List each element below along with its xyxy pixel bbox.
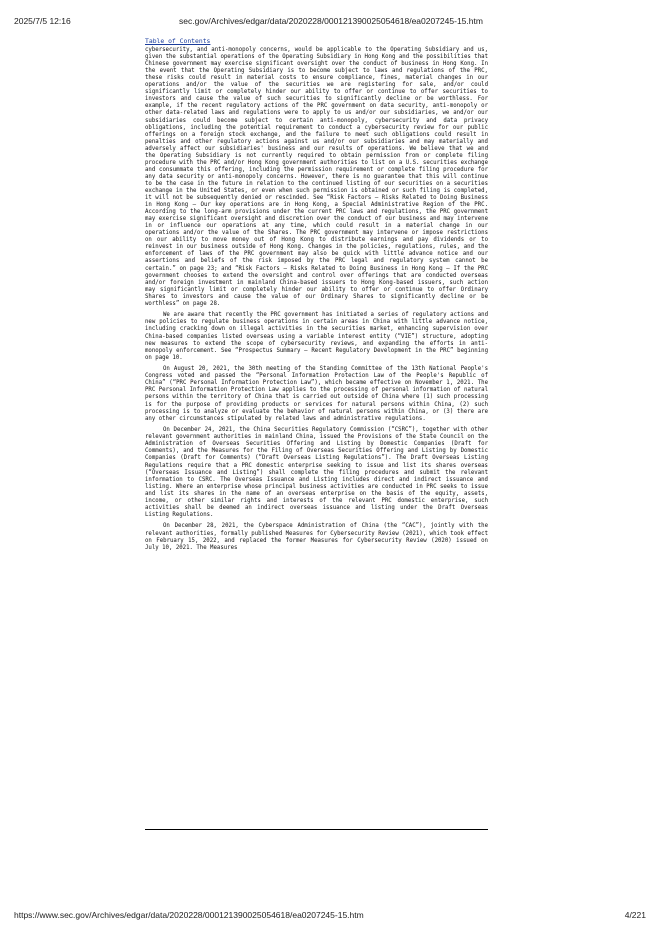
paragraph-personal-information-law: On August 20, 2021, the 30th meeting of the Standing Committee of the 13th National People's Congress voted and passed the “Personal Information Protection Law of the People's Republic of China” (“PRC Personal Information Protection Law”), which became effective on November 1, 2021. The PRC Personal Information Protection Law applies to the processing of personal information of natural persons within the territory of China that is carried out outside of China where (1) such processing is for the purpose of providing products or services for natural persons within China, (2) such processing is to analyze or evaluate the behavior of natural persons within China, or (3) there are any other circumstances stipulated by related laws and administrative regulations. (145, 366, 488, 422)
paragraph-cac-cybersecurity-review: On December 28, 2021, the Cyberspace Administration of China (the “CAC”), jointly with the relevant authorities, formally published Measures for Cybersecurity Review (2021), which took effect on February 15, 2022, and replaced the former Measures for Cybersecurity Review (2020) issued on July 10, 2021. The Measures (145, 523, 488, 551)
paragraph-csrc-draft-regulations: On December 24, 2021, the China Securities Regulatory Commission (“CSRC”), together with other relevant government authorities in mainland China, issued the Provisions of the State Council on the Administration of Overseas Securities Offering and Listing by Domestic Companies (Draft for Comments), and the Measures for the Filing of Overseas Securities Offering and Listing by Domestic Companies (Draft for Comments) (“Draft Overseas Listing Regulations”). The Draft Overseas Listing Regulations require that a PRC domestic enterprise seeking to issue and list its shares overseas (“Overseas Issuance and Listing”) shall complete the filing procedures and submit the relevant information to CSRC. The Overseas Issuance and Listing includes direct and indirect issuance and listing. Where an enterprise whose principal business activities are conducted in PRC seeks to issue and list its shares in the name of an overseas enterprise on the basis of the equity, assets, income, or other similar rights and interests of the relevant PRC domestic enterprise, such activities shall be deemed an indirect overseas issuance and listing under the Draft Overseas Listing Regulations. (145, 427, 488, 518)
print-header (0, 16, 662, 28)
print-url: sec.gov/Archives/edgar/data/2020228/000121390025054618/ea0207245-15.htm (179, 16, 483, 26)
table-of-contents-link[interactable]: Table of Contents (145, 37, 211, 45)
footer-url: https://www.sec.gov/Archives/edgar/data/2020228/000121390025054618/ea0207245-15.htm (14, 910, 364, 920)
paragraph-continued: cybersecurity, and anti-monopoly concerns, would be applicable to the Operating Subsidiary and us, given the substantial operations of the Operating Subsidiary in Hong Kong and the possibilities that Chinese government may exercise significant oversight over the conduct of business in Hong Kong. In the event that the Operating Subsidiary is to become subject to laws and regulations of the PRC, these risks could result in material costs to ensure compliance, fines, material changes in our operations and/or the value of the securities we are registering for sale, and/or could significantly limit or completely hinder our ability to offer or continue to offer securities to investors and cause the value of such securities to significantly decline or be worthless. For example, if the recent regulatory actions of the PRC government on data security, anti-monopoly or other data-related laws and regulations were to apply to us and/or our subsidiaries, we and/or our subsidiaries could become subject to certain anti-monopoly, cybersecurity and data privacy obligations, including the potential requirement to conduct a cybersecurity review for our public offerings on a foreign stock exchange, and the failure to meet such obligations could result in penalties and other regulatory actions against us and/or our subsidiaries and may materially and adversely affect our subsidiaries' business and our results of operations. We believe that we and the Operating Subsidiary is not currently required to obtain permission from or complete filing procedure with the PRC and/or Hong Kong government authorities to list on a U.S. securities exchange and consummate this offering, including the permission requirement or complete filing procedure for any data security or anti-monopoly concerns. However, there is no guarantee that this will continue to be the case in the future in relation to the continued listing of our securities on a securities exchange in the United States, or even when such permission is obtained or such filing is completed, it will not be subsequently denied or rescinded. See “Risk Factors — Risks Related to Doing Business in Hong Kong — Our key operations are in Hong Kong, a Special Administrative Region of the PRC. According to the long-arm provisions under the current PRC laws and regulations, the PRC government may exercise significant oversight and discretion over the conduct of our business and may intervene in or influence our operations at any time, which could result in a material change in our operations and/or the value of the Shares. The PRC government may intervene or impose restrictions on our ability to move money out of Hong Kong to distribute earnings and pay dividends or to reinvest in our business outside of Hong Kong. Changes in the policies, regulations, rules, and the enforcement of laws of the PRC government may also be quick with little advance notice and our assertions and beliefs of the risk imposed by the PRC legal and regulatory system cannot be certain.” on page 23; and “Risk Factors — Risks Related to Doing Business in Hong Kong — If the PRC government chooses to extend the oversight and control over offerings that are conducted overseas and/or foreign investment in mainland China-based issuers to Hong Kong-based issuers, such action may significantly limit or completely hinder our ability to offer or continue to offer Ordinary Shares to investors and cause the value of our Ordinary Shares to significantly decline or be worthless” on page 28. (145, 47, 488, 307)
document-body (145, 38, 488, 556)
page-divider (145, 829, 488, 830)
print-datetime: 2025/7/5 12:16 (14, 16, 71, 26)
paragraph-regulatory-actions: We are aware that recently the PRC government has initiated a series of regulatory actions and new policies to regulate business operations in certain areas in China with little advance notice, including cracking down on illegal activities in the securities market, enhancing supervision over China-based companies listed overseas using a variable interest entity (“VIE”) structure, adopting new measures to extend the scope of cybersecurity reviews, and expanding the efforts in anti-monopoly enforcement. See “Prospectus Summary — Recent Regulatory Development in the PRC” beginning on page 10. (145, 312, 488, 361)
page-number: 4/221 (624, 910, 646, 920)
print-footer (0, 910, 662, 922)
